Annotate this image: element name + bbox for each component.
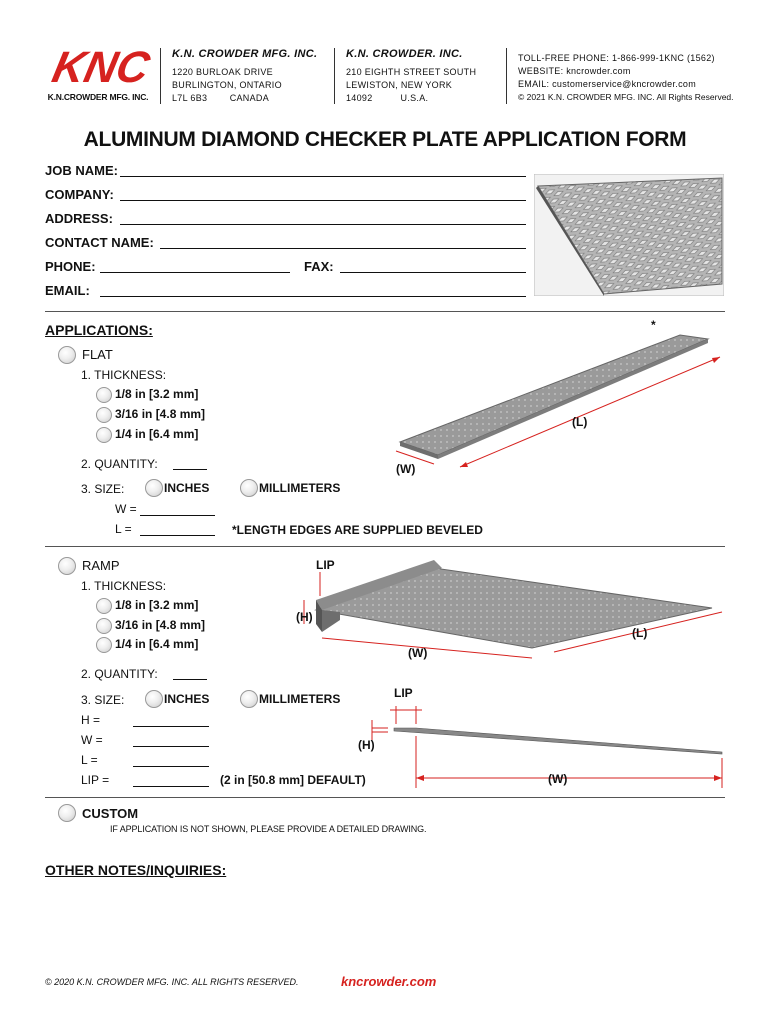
section-divider xyxy=(45,797,725,798)
flat-l-field[interactable] xyxy=(140,535,215,536)
company-field[interactable] xyxy=(120,200,526,201)
ramp-w-field[interactable] xyxy=(133,746,209,747)
lip-default-note: (2 in [50.8 mm] DEFAULT) xyxy=(220,773,366,787)
contact-name-field[interactable] xyxy=(160,248,526,249)
ramp-w-label: W = xyxy=(81,733,103,747)
section-divider xyxy=(45,546,725,547)
logo-letters: KNC xyxy=(48,44,152,92)
custom-radio[interactable] xyxy=(58,804,76,822)
fax-label: FAX: xyxy=(304,259,334,274)
email-field[interactable] xyxy=(100,296,526,297)
applications-heading: APPLICATIONS: xyxy=(45,322,153,338)
ramp-l-field[interactable] xyxy=(133,766,209,767)
flat-thickness-1-8-label: 1/8 in [3.2 mm] xyxy=(115,387,199,401)
ramp-lip-label: LIP = xyxy=(81,773,110,787)
ramp-thickness-1-8-radio[interactable] xyxy=(96,598,112,614)
toll-free-phone: TOLL-FREE PHONE: 1-866-999-1KNC (1562) xyxy=(518,53,715,63)
usa-company-name: K.N. CROWDER. INC. xyxy=(346,48,463,60)
job-name-field[interactable] xyxy=(120,176,526,177)
profile-dim-lip: LIP xyxy=(394,686,413,700)
flat-inches-radio[interactable] xyxy=(145,479,163,497)
flat-thickness-3-16-radio[interactable] xyxy=(96,407,112,423)
ramp-h-field[interactable] xyxy=(133,726,209,727)
section-divider xyxy=(45,311,725,312)
usa-street: 210 EIGHTH STREET SOUTH xyxy=(346,67,477,77)
page-title: ALUMINUM DIAMOND CHECKER PLATE APPLICATION FORM xyxy=(83,128,687,151)
usa-city: LEWISTON, NEW YORK xyxy=(346,80,453,90)
contact-name-label: CONTACT NAME: xyxy=(45,235,154,250)
ramp-dim-l: (L) xyxy=(632,626,648,640)
usa-zip: 14092 U.S.A. xyxy=(346,93,429,103)
canada-company-name: K.N. CROWDER MFG. INC. xyxy=(172,48,318,60)
phone-field[interactable] xyxy=(100,272,290,273)
logo-subtext: K.N.CROWDER MFG. INC. xyxy=(47,92,149,102)
flat-plate-diagram xyxy=(390,325,730,475)
flat-quantity-label: 2. QUANTITY: xyxy=(81,457,158,471)
job-name-label: JOB NAME: xyxy=(45,163,118,178)
contact-info xyxy=(518,52,734,112)
email-address: EMAIL: customerservice@kncrowder.com xyxy=(518,79,696,89)
ramp-thickness-3-16-radio[interactable] xyxy=(96,618,112,634)
ramp-diagram xyxy=(292,560,732,670)
flat-quantity-field[interactable] xyxy=(173,469,207,470)
company-label: COMPANY: xyxy=(45,187,114,202)
ramp-thickness-label: 1. THICKNESS: xyxy=(81,579,167,593)
flat-thickness-1-4-label: 1/4 in [6.4 mm] xyxy=(115,427,199,441)
flat-label: FLAT xyxy=(82,347,113,362)
footer-website-link[interactable]: kncrowder.com xyxy=(341,974,437,989)
flat-thickness-label: 1. THICKNESS: xyxy=(81,368,167,382)
footer-copyright: © 2020 K.N. CROWDER MFG. INC. ALL RIGHTS RESERVED. xyxy=(45,977,299,987)
custom-label: CUSTOM xyxy=(82,806,139,821)
flat-thickness-1-8-radio[interactable] xyxy=(96,387,112,403)
flat-size-label: 3. SIZE: xyxy=(81,482,125,496)
address-label: ADDRESS: xyxy=(45,211,113,226)
email-label: EMAIL: xyxy=(45,283,90,298)
flat-thickness-1-4-radio[interactable] xyxy=(96,427,112,443)
ramp-inches-label: INCHES xyxy=(164,692,210,706)
address-field[interactable] xyxy=(120,224,526,225)
ramp-lip-field[interactable] xyxy=(133,786,209,787)
ramp-thickness-1-8-label: 1/8 in [3.2 mm] xyxy=(115,598,199,612)
header-divider xyxy=(160,48,161,104)
other-notes-heading: OTHER NOTES/INQUIRIES: xyxy=(45,862,227,878)
ramp-millimeters-radio[interactable] xyxy=(240,690,258,708)
website: WEBSITE: kncrowder.com xyxy=(518,66,631,76)
ramp-thickness-1-4-radio[interactable] xyxy=(96,637,112,653)
flat-w-label: W = xyxy=(115,502,137,516)
flat-radio[interactable] xyxy=(58,346,76,364)
ramp-millimeters-label: MILLIMETERS xyxy=(259,692,341,706)
ramp-quantity-field[interactable] xyxy=(173,679,207,680)
ramp-label: RAMP xyxy=(82,558,120,573)
ramp-dim-h: (H) xyxy=(296,610,313,624)
flat-millimeters-radio[interactable] xyxy=(240,479,258,497)
ramp-thickness-3-16-label: 3/16 in [4.8 mm] xyxy=(115,618,206,632)
usa-address xyxy=(346,48,476,108)
profile-dim-w: (W) xyxy=(548,772,568,786)
notes-area[interactable] xyxy=(45,886,725,966)
profile-dim-h: (H) xyxy=(358,738,375,752)
flat-dim-w: (W) xyxy=(396,462,416,476)
canada-city: BURLINGTON, ONTARIO xyxy=(172,80,282,90)
canada-postal: L7L 6B3 CANADA xyxy=(172,93,270,103)
beveled-note: *LENGTH EDGES ARE SUPPLIED BEVELED xyxy=(232,523,483,537)
canada-address xyxy=(172,48,317,108)
phone-label: PHONE: xyxy=(45,259,96,274)
header-divider xyxy=(334,48,335,104)
custom-note: IF APPLICATION IS NOT SHOWN, PLEASE PROVIDE A DETAILED DRAWING. xyxy=(110,824,427,834)
company-logo xyxy=(44,44,152,106)
ramp-radio[interactable] xyxy=(58,557,76,575)
ramp-l-label: L = xyxy=(81,753,98,767)
flat-w-field[interactable] xyxy=(140,515,215,516)
asterisk-mark: * xyxy=(651,318,656,332)
ramp-inches-radio[interactable] xyxy=(145,690,163,708)
flat-thickness-3-16-label: 3/16 in [4.8 mm] xyxy=(115,407,206,421)
canada-street: 1220 BURLOAK DRIVE xyxy=(172,67,273,77)
ramp-thickness-1-4-label: 1/4 in [6.4 mm] xyxy=(115,637,199,651)
copyright-header: © 2021 K.N. CROWDER MFG. INC. All Rights Reserved. xyxy=(518,92,734,102)
ramp-size-label: 3. SIZE: xyxy=(81,693,125,707)
ramp-h-label: H = xyxy=(81,713,101,727)
header-divider xyxy=(506,48,507,104)
flat-millimeters-label: MILLIMETERS xyxy=(259,481,341,495)
ramp-dim-w: (W) xyxy=(408,646,428,660)
ramp-quantity-label: 2. QUANTITY: xyxy=(81,667,158,681)
flat-inches-label: INCHES xyxy=(164,481,210,495)
fax-field[interactable] xyxy=(340,272,526,273)
checker-plate-image xyxy=(534,174,724,296)
ramp-dim-lip: LIP xyxy=(316,558,335,572)
flat-dim-l: (L) xyxy=(572,415,588,429)
flat-l-label: L = xyxy=(115,522,132,536)
